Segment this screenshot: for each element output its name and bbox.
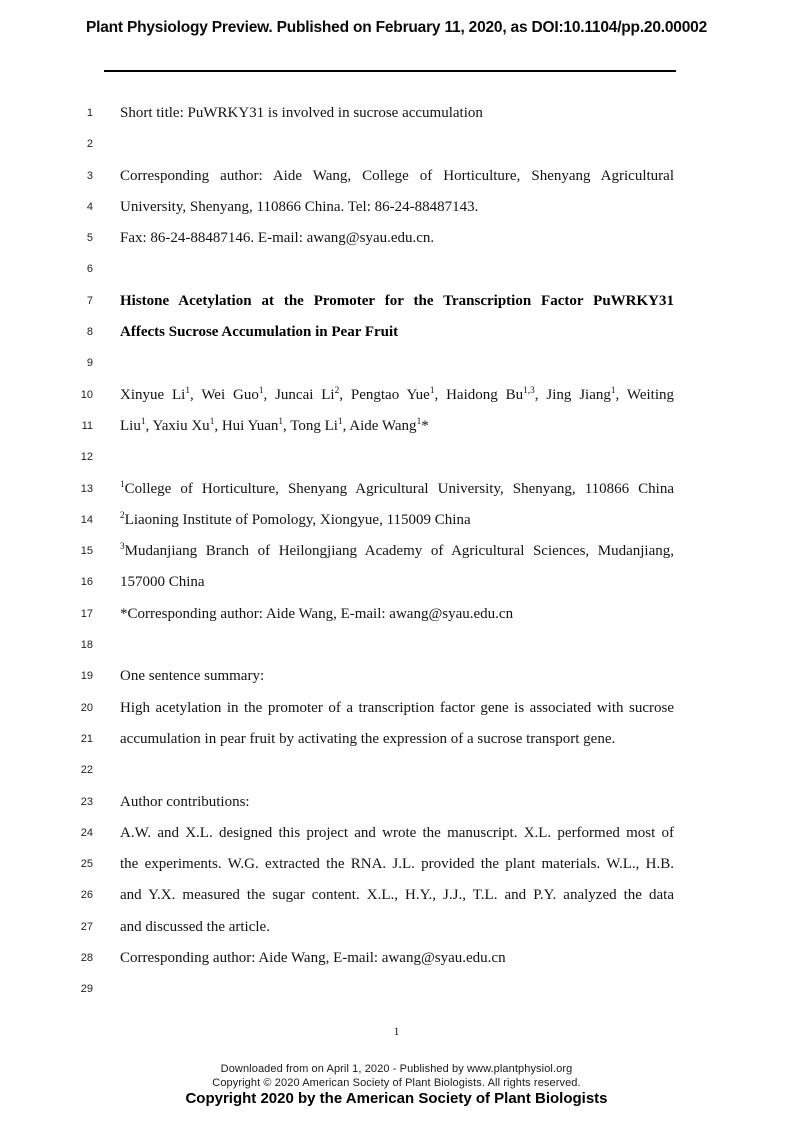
line-text: Fax: 86-24-88487146. E-mail: awang@syau.edu.cn. [120, 230, 435, 247]
header-rule [104, 70, 676, 72]
line-number: 23 [80, 795, 93, 808]
manuscript-line [60, 943, 680, 974]
manuscript-body [60, 98, 680, 1006]
line-text [120, 755, 674, 786]
line-number: 19 [80, 670, 93, 683]
line-text: *Corresponding author: Aide Wang, E-mail: awang@syau.edu.cn [120, 605, 514, 622]
line-number: 25 [80, 858, 93, 871]
line-text: and Y.X. measured the sugar content. X.L., H.Y., J.J., T.L. and P.Y. analyzed the data [120, 887, 674, 904]
line-text: Short title: PuWRKY31 is involved in sucrose accumulation [120, 105, 483, 121]
line-number: 27 [80, 920, 93, 933]
line-text [120, 254, 674, 285]
manuscript-line [60, 724, 680, 755]
manuscript-line [60, 974, 680, 1005]
line-text: the experiments. W.G. extracted the RNA. J.L. provided the plant materials. W.L., H.B. [120, 856, 674, 873]
line-number: 20 [80, 701, 93, 714]
line-number: 6 [86, 263, 93, 276]
manuscript-line [60, 599, 680, 630]
line-number: 29 [80, 983, 93, 996]
manuscript-line [60, 317, 680, 348]
line-number: 2 [86, 138, 93, 151]
manuscript-line [60, 411, 680, 442]
line-text: and discussed the article. [120, 918, 270, 935]
manuscript-line [60, 880, 680, 911]
manuscript-line [60, 630, 680, 661]
line-number: 3 [86, 169, 93, 182]
line-number: 15 [80, 545, 93, 558]
manuscript-line [60, 442, 680, 473]
line-text: $^1$College of Horticulture, Shenyang Agricultural University, Shenyang, 110866 China [120, 479, 674, 497]
manuscript-line [60, 348, 680, 379]
line-text [120, 442, 674, 473]
line-text: High acetylation in the promoter of a transcription factor gene is associated with sucrose [120, 699, 674, 716]
manuscript-line [60, 912, 680, 943]
manuscript-line [60, 254, 680, 285]
line-text: Corresponding author: Aide Wang, E-mail: awang@syau.edu.cn [120, 950, 506, 967]
line-number: 12 [80, 451, 93, 464]
manuscript-line [60, 849, 680, 880]
line-text: 157000 China [120, 574, 205, 591]
line-number: 13 [80, 482, 93, 495]
line-text [120, 129, 674, 160]
manuscript-line [60, 693, 680, 724]
line-text: Histone Acetylation at the Promoter for the Transcription Factor PuWRKY31 [120, 292, 674, 309]
line-number: 28 [80, 952, 93, 965]
line-number: 9 [86, 357, 93, 370]
download-notice: Downloaded from on April 1, 2020 - Published by www.plantphysiol.org [220, 1063, 573, 1075]
line-text: A.W. and X.L. designed this project and wrote the manuscript. X.L. performed most of [120, 824, 674, 841]
manuscript-line [60, 98, 680, 129]
line-number: 11 [81, 419, 93, 432]
line-text: Xinyue Li$^1$, Wei Guo$^1$, Juncai Li$^2$, Pengtao Yue$^1$, Haidong Bu$^{1,3}$, Jing Jiang$^1$, Weiting [120, 385, 674, 403]
line-number: 21 [80, 732, 93, 745]
line-text: Author contributions: [120, 793, 250, 810]
copyright-bold-notice: Copyright 2020 by the American Society of Plant Biologists [185, 1090, 608, 1107]
copyright-notice: Copyright © 2020 American Society of Plant Biologists. All rights reserved. [212, 1076, 581, 1089]
preview-notice: Plant Physiology Preview. Published on February 11, 2020, as DOI:10.1104/pp.20.00002 [85, 19, 707, 36]
line-number: 16 [80, 576, 93, 589]
manuscript-line [60, 223, 680, 254]
manuscript-line [60, 536, 680, 567]
line-number: 4 [86, 200, 93, 213]
line-number: 22 [80, 764, 93, 777]
line-number: 26 [80, 889, 93, 902]
manuscript-line [60, 474, 680, 505]
line-text: Liu$^1$, Yaxiu Xu$^1$, Hui Yuan$^1$, Tong Li$^1$, Aide Wang$^1$* [120, 416, 429, 434]
manuscript-line [60, 161, 680, 192]
line-text: Corresponding author: Aide Wang, College of Horticulture, Shenyang Agricultural [120, 167, 674, 184]
line-text: Affects Sucrose Accumulation in Pear Fruit [120, 324, 399, 341]
line-text: One sentence summary: [120, 668, 265, 685]
manuscript-line [60, 192, 680, 223]
manuscript-line [60, 380, 680, 411]
line-number: 24 [80, 826, 93, 839]
line-number: 1 [86, 107, 93, 119]
line-number: 8 [86, 326, 93, 339]
line-number: 5 [86, 232, 93, 245]
line-number: 18 [80, 639, 93, 652]
line-text [120, 974, 674, 1005]
line-text: accumulation in pear fruit by activating the expression of a sucrose transport gene. [120, 730, 616, 747]
line-text: University, Shenyang, 110866 China. Tel: 86-24-88487143. [120, 198, 479, 215]
manuscript-line [60, 818, 680, 849]
manuscript-line [60, 129, 680, 160]
manuscript-line [60, 787, 680, 818]
line-text [120, 630, 674, 661]
line-number: 14 [80, 513, 93, 526]
manuscript-line [60, 567, 680, 598]
line-number: 10 [80, 388, 93, 401]
line-text [120, 348, 674, 379]
line-number: 7 [86, 294, 93, 307]
line-text: $^3$Mudanjiang Branch of Heilongjiang Academy of Agricultural Sciences, Mudanjiang, [120, 542, 674, 560]
line-text: $^2$Liaoning Institute of Pomology, Xiongyue, 115009 China [120, 510, 471, 528]
manuscript-line [60, 661, 680, 692]
manuscript-line [60, 286, 680, 317]
page-number: 1 [393, 1026, 400, 1038]
manuscript-line [60, 755, 680, 786]
line-number: 17 [80, 607, 93, 620]
manuscript-line [60, 505, 680, 536]
footer [0, 1063, 793, 1107]
